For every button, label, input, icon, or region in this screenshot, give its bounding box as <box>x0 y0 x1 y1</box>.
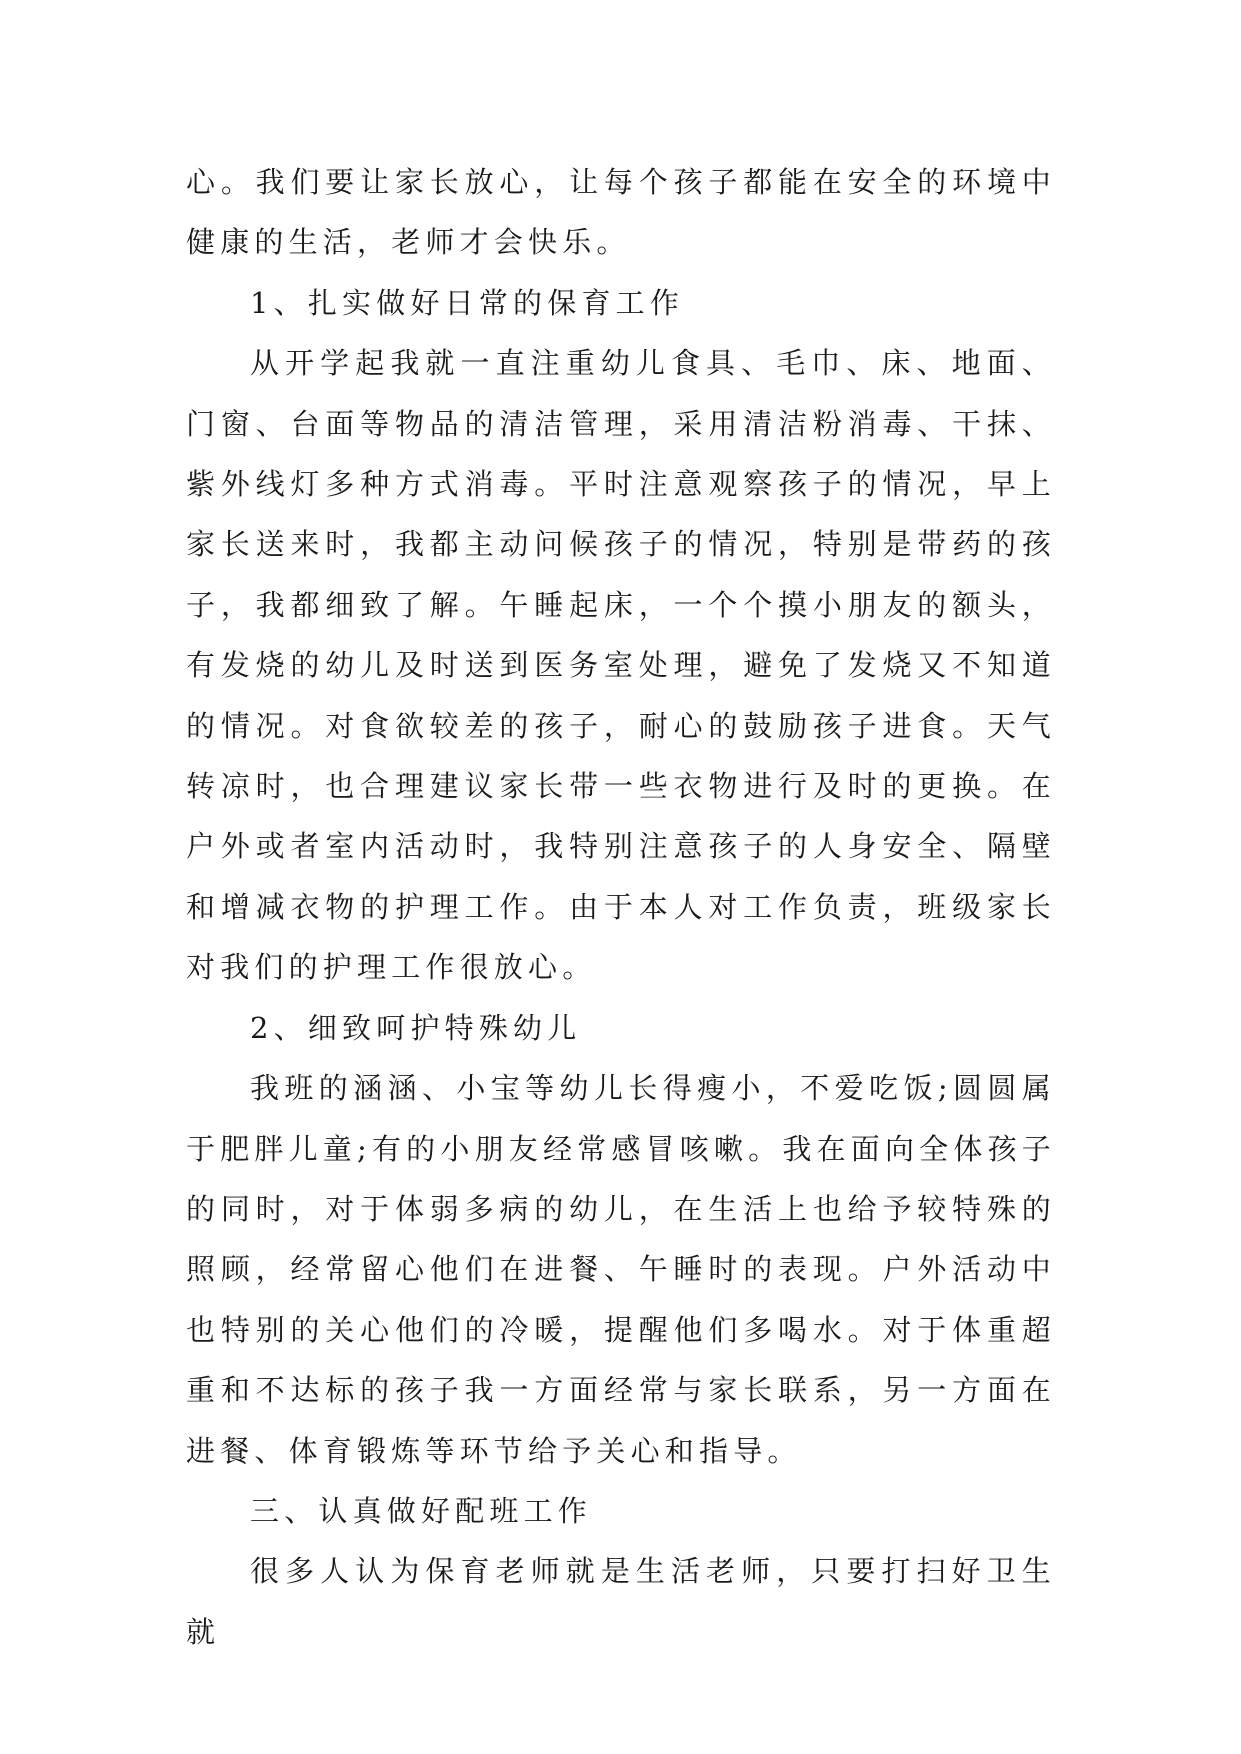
section-heading-daily-care: 1、扎实做好日常的保育工作 <box>250 285 685 320</box>
paragraph-continuation: 心。我们要让家长放心，让每个孩子都能在安全的环境中健康的生活，老师才会快乐。 <box>186 165 1056 260</box>
section-heading-special-children: 2、细致呵护特殊幼儿 <box>250 1010 582 1045</box>
section-heading-assistant-work: 三、认真做好配班工作 <box>250 1493 593 1528</box>
document-body <box>186 152 1056 1662</box>
paragraph-special-children: 我班的涵涵、小宝等幼儿长得瘦小，不爱吃饭;圆圆属于肥胖儿童;有的小朋友经常感冒咳嗽。我在面向全体孩子的同时，对于体弱多病的幼儿，在生活上也给予较特殊的照顾，经常留心他们在进餐、午睡时的表现。户外活动中也特别的关心他们的冷暖，提醒他们多喝水。对于体重超重和不达标的孩子我一方面经常与家长联系，另一方面在进餐、体育锻炼等环节给予关心和指导。 <box>186 1071 1056 1468</box>
paragraph-assistant-work: 很多人认为保育老师就是生活老师，只要打扫好卫生就 <box>186 1554 1056 1649</box>
paragraph-daily-care: 从开学起我就一直注重幼儿食具、毛巾、床、地面、门窗、台面等物品的清洁管理，采用清洁粉消毒、干抹、紫外线灯多种方式消毒。平时注意观察孩子的情况，早上家长送来时，我都主动问候孩子的情况，特别是带药的孩子，我都细致了解。午睡起床，一个个摸小朋友的额头，有发烧的幼儿及时送到医务室处理，避免了发烧又不知道的情况。对食欲较差的孩子，耐心的鼓励孩子进食。天气转凉时，也合理建议家长带一些衣物进行及时的更换。在户外或者室内活动时，我特别注意孩子的人身安全、隔壁和增减衣物的护理工作。由于本人对工作负责，班级家长对我们的护理工作很放心。 <box>186 346 1056 985</box>
